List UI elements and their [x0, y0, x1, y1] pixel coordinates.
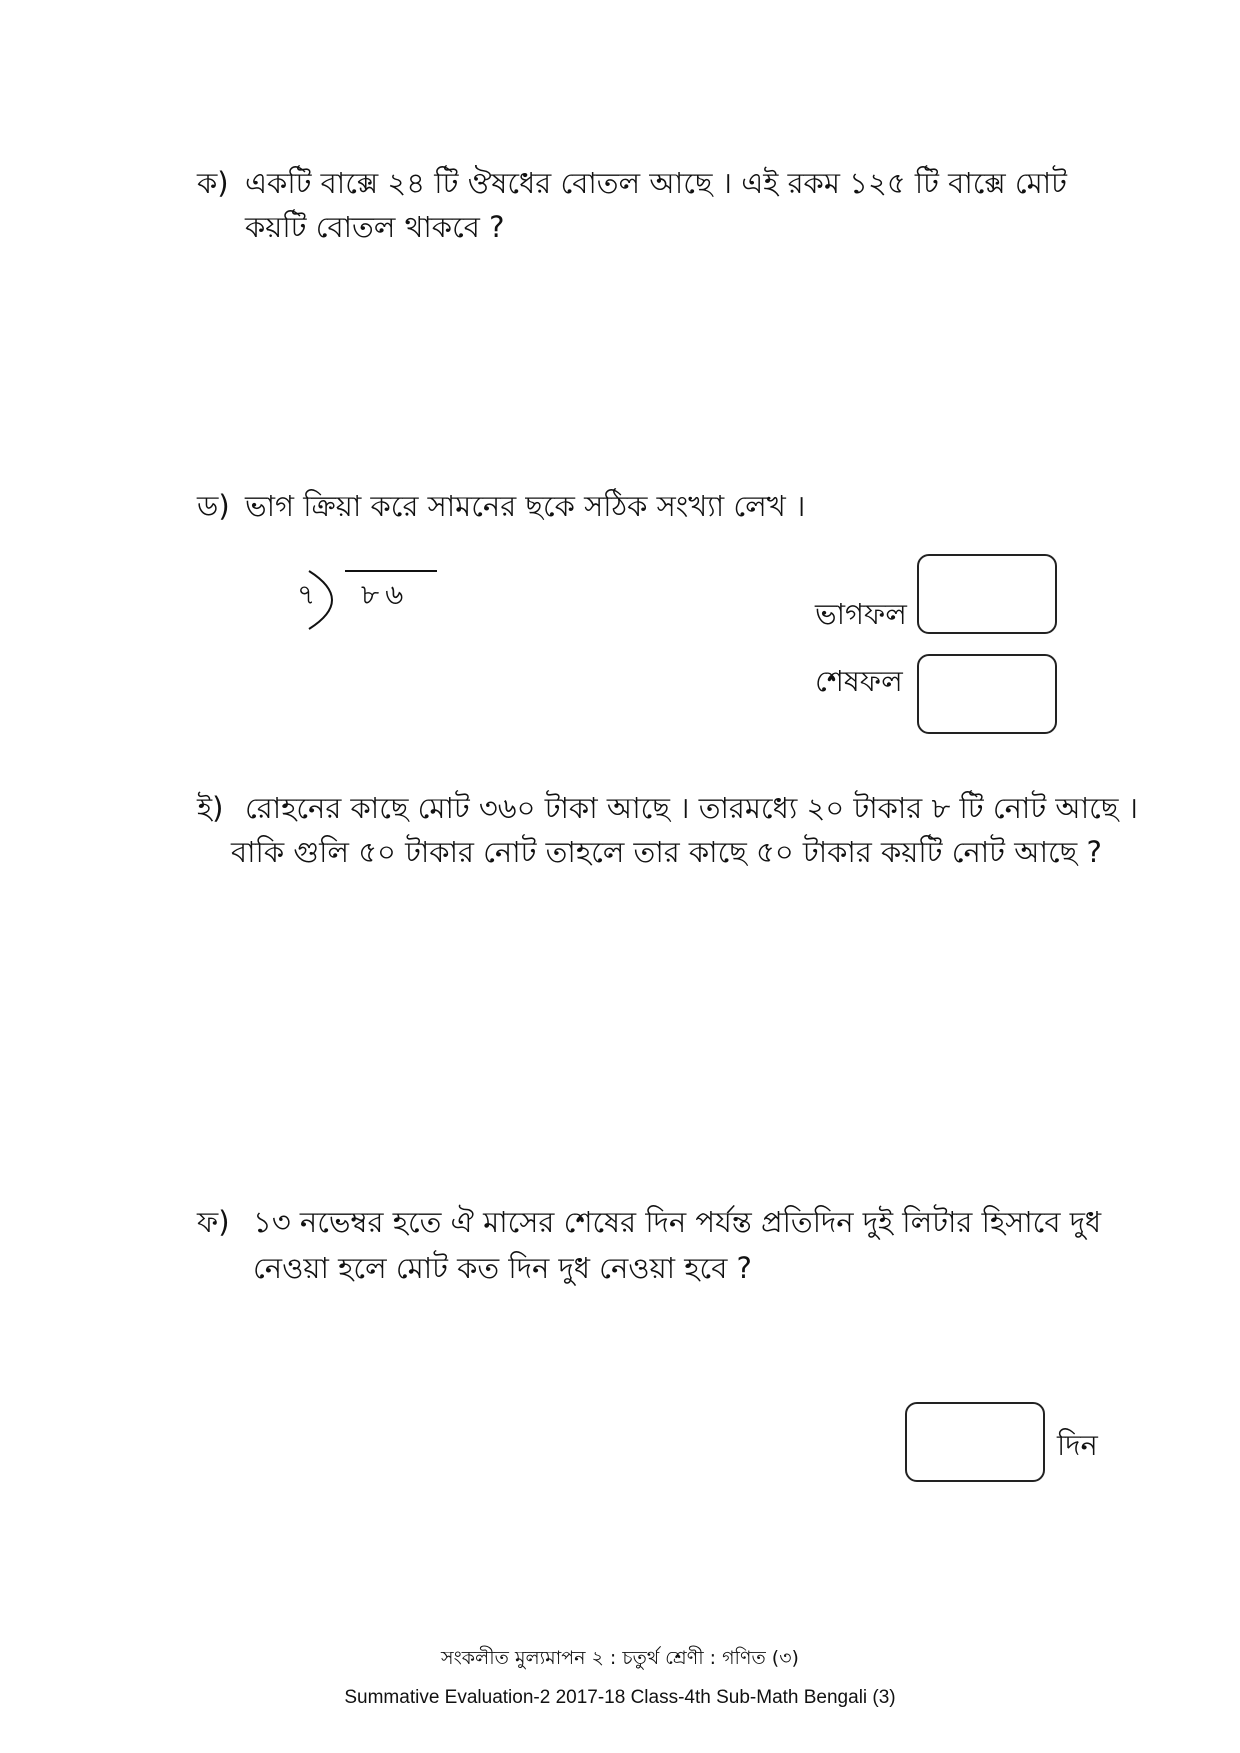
question-pha [197, 1201, 1177, 1291]
question-i [197, 787, 1197, 877]
question-marker: ড) [197, 489, 230, 523]
remainder-label: শেষফল [815, 664, 903, 698]
question-text-line2: নেওয়া হলে মোট কত দিন দুধ নেওয়া হবে ? [253, 1251, 752, 1285]
question-text-line1: ভাগ ক্রিয়া করে সামনের ছকে সঠিক সংখ্যা লেখ । [245, 489, 806, 523]
question-dha [197, 485, 897, 530]
quotient-answer-box[interactable] [917, 554, 1057, 634]
question-marker: ক) [197, 166, 229, 200]
question-text-line1: রোহনের কাছে মোট ৩৬০ টাকা আছে । তারমধ্যে ২০ টাকার ৮ টি নোট আছে । [245, 791, 1138, 825]
days-unit-label: দিন [1057, 1428, 1098, 1462]
divisor: ৭ [297, 578, 316, 611]
remainder-answer-box[interactable] [917, 654, 1057, 734]
question-marker: ফ) [197, 1205, 230, 1239]
question-ka [197, 162, 1147, 252]
question-text-line2: বাকি গুলি ৫০ টাকার নোট তাহলে তার কাছে ৫০ টাকার কয়টি নোট আছে ? [231, 835, 1102, 869]
question-text-line1: একটি বাক্সে ২৪ টি ঔষধের বোতল আছে । এই রকম ১২৫ টি বাক্সে মোট [245, 166, 1067, 200]
days-answer-box[interactable] [905, 1402, 1045, 1482]
division-layout [295, 565, 445, 635]
dividend: ৮৬ [361, 578, 410, 611]
quotient-label: ভাগফল [815, 597, 907, 631]
footer-english: Summative Evaluation-2 2017-18 Class-4th Sub-Math Bengali (3) [344, 1687, 896, 1708]
question-marker: ই) [197, 791, 224, 825]
question-text-line1: ১৩ নভেম্বর হতে ঐ মাসের শেষের দিন পর্যন্ত প্রতিদিন দুই লিটার হিসাবে দুধ [253, 1205, 1102, 1239]
question-text-line2: কয়টি বোতল থাকবে ? [245, 210, 505, 244]
footer-bengali: সংকলীত মুল্যমাপন ২ : চতুর্থ শ্রেণী : গণিত (৩) [441, 1647, 799, 1669]
